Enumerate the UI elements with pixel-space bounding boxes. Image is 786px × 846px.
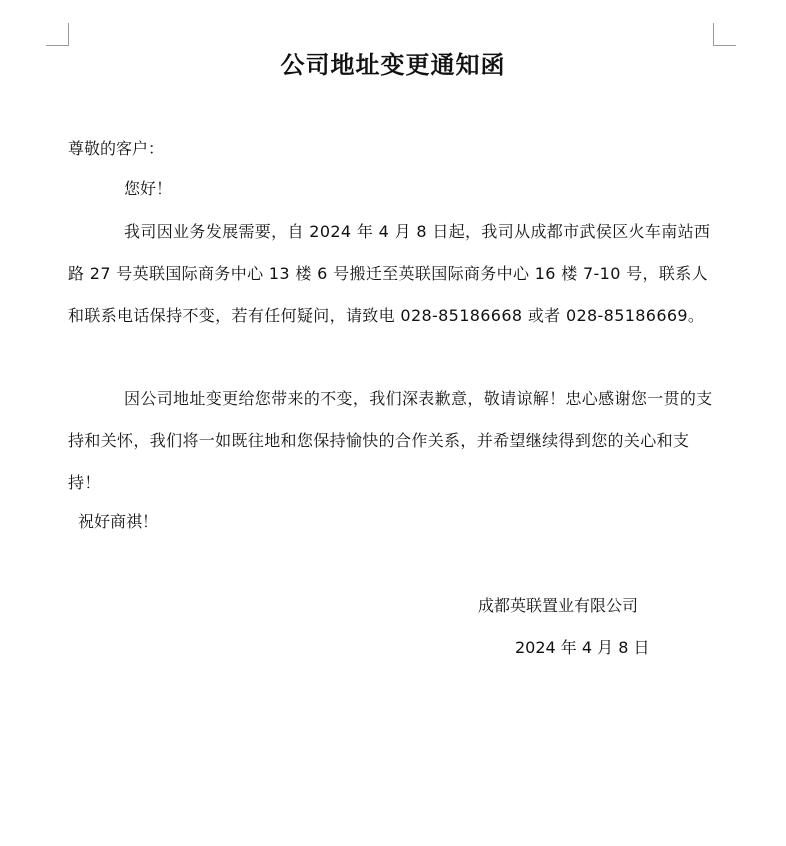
- top-left-margin-mark: [46, 23, 69, 46]
- document-title: 公司地址变更通知函: [280, 50, 506, 79]
- top-right-margin-mark: [713, 23, 736, 46]
- greeting: 您好！: [124, 179, 173, 198]
- salutation: 尊敬的客户：: [68, 139, 165, 158]
- paragraph-apology: 因公司地址变更给您带来的不变，我们深表歉意，敬请谅解！忠心感谢您一贯的支持和关怀，我们将一如既往地和您保持愉快的合作关系，并希望继续得到您的关心和支持！: [68, 389, 713, 492]
- paragraph-address-change: 我司因业务发展需要，自 2024 年 4 月 8 日起，我司从成都市武侯区火车南站西路 27 号英联国际商务中心 13 楼 6 号搬迁至英联国际商务中心 16 楼 7-10 号，联系人和联系电话保持不变，若有任何疑问，请致电 028-85186668 或者 028-85186669。: [68, 222, 711, 325]
- signature-date: 2024 年 4 月 8 日: [515, 638, 650, 657]
- signature-company: 成都英联置业有限公司: [478, 596, 639, 615]
- closing-line: 祝好商祺！: [78, 512, 159, 531]
